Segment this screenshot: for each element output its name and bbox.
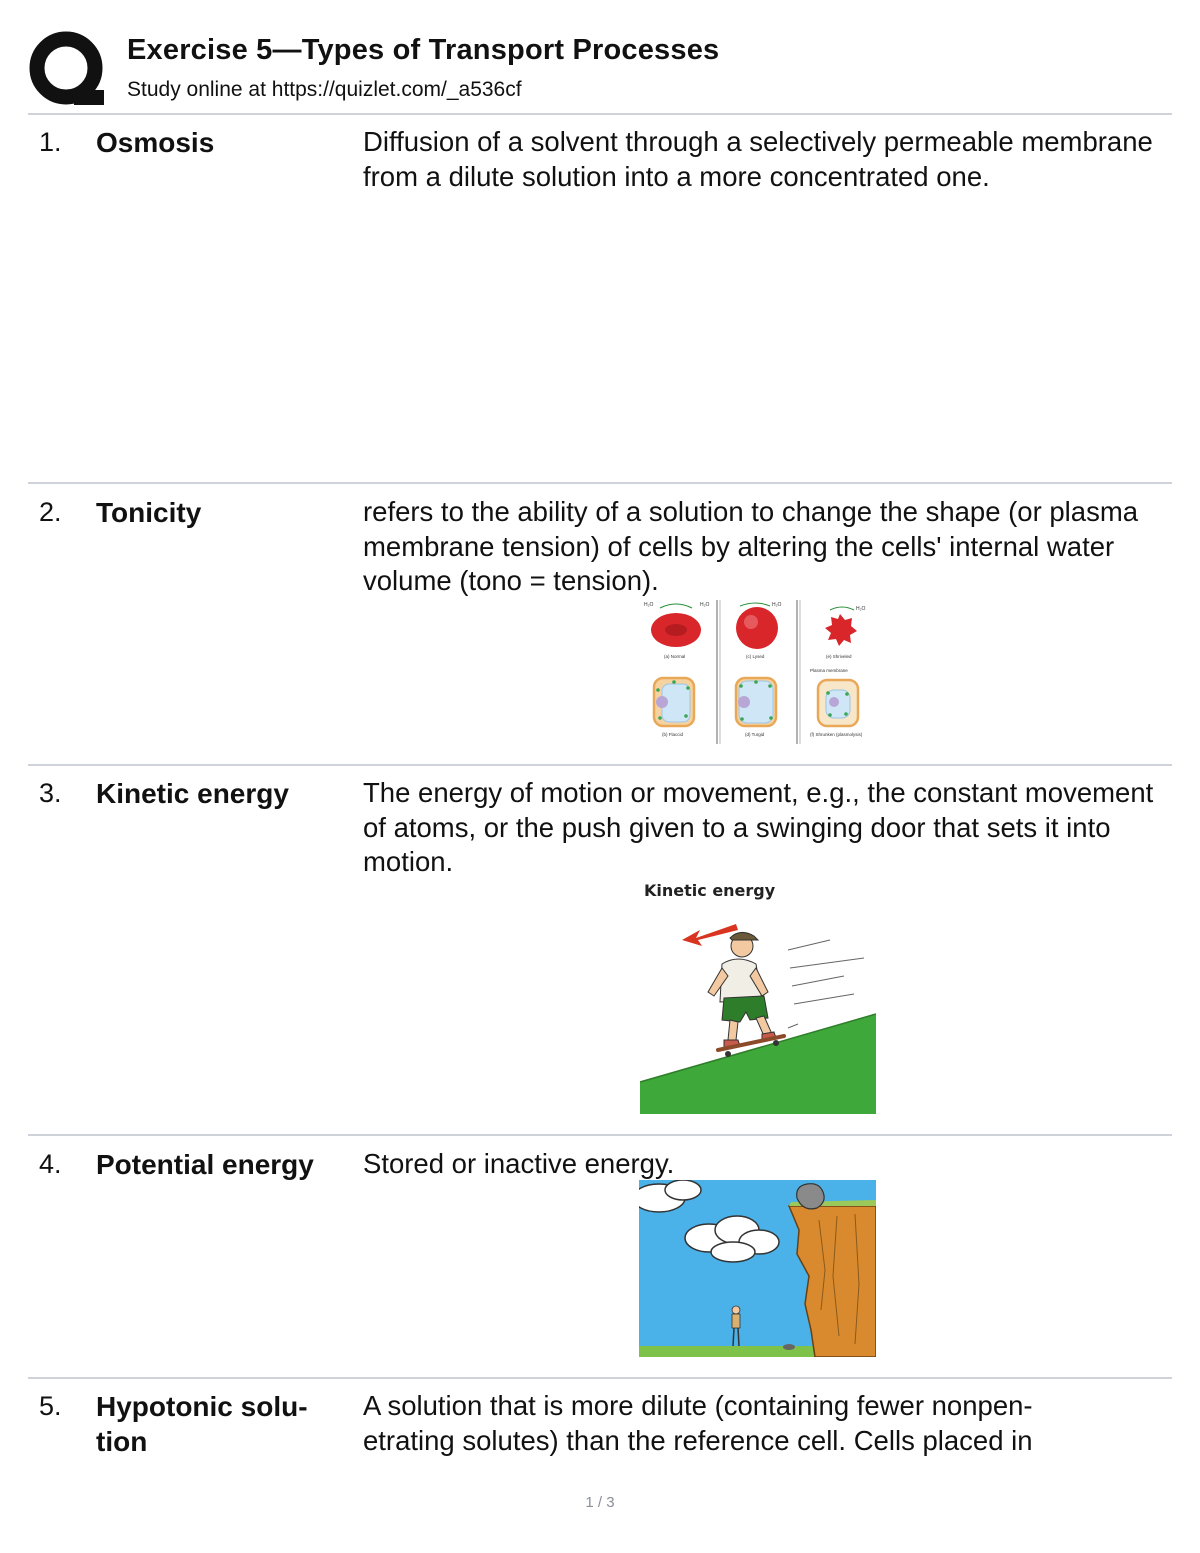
kinetic-energy-skateboarder-image <box>638 878 876 1114</box>
tonicity-cells-image <box>640 598 876 746</box>
divider <box>28 764 1172 766</box>
water-label: H₂O <box>700 602 710 608</box>
entry-number: 5. <box>39 1391 62 1421</box>
panel-label: (a) Normal <box>664 654 686 659</box>
entry-term: Tonicity <box>96 497 202 528</box>
panel-label: (b) Flaccid <box>662 732 684 737</box>
divider <box>28 1134 1172 1136</box>
entry-definition: The energy of motion or movement, e.g., the constant movement of atoms, or the push given to a swinging door that sets it into motion. <box>363 777 1154 877</box>
entry-number: 2. <box>39 497 62 527</box>
entry-definition: Stored or inactive energy. <box>363 1148 675 1179</box>
entry-number: 1. <box>39 127 62 157</box>
study-online-link[interactable]: Study online at https://quizlet.com/_a536cf <box>127 78 522 101</box>
entry-number: 4. <box>39 1149 62 1179</box>
membrane-label: Plasma membrane <box>810 668 848 673</box>
panel-label: (e) Shriveled <box>826 654 852 659</box>
water-label: H₂O <box>772 602 782 608</box>
entry-definition: A solution that is more dilute (containing fewer nonpen- etrating solutes) than the reference cell. Cells placed in <box>363 1390 1033 1456</box>
kinetic-energy-caption: Kinetic energy <box>644 881 776 900</box>
entry-definition: refers to the ability of a solution to change the shape (or plasma membrane tension) of cells by altering the cells' internal water volume (tono = tension). <box>363 496 1139 596</box>
entry-term: Hypotonic solu- tion <box>96 1391 308 1457</box>
page-header <box>0 0 1200 112</box>
entry-term: Osmosis <box>96 127 215 158</box>
entry-number: 3. <box>39 778 62 808</box>
potential-energy-cliff-image <box>639 1180 876 1357</box>
divider <box>28 482 1172 484</box>
entry-term: Kinetic energy <box>96 778 289 809</box>
page-number: 1 / 3 <box>585 1494 615 1511</box>
divider <box>28 1377 1172 1379</box>
document-title: Exercise 5—Types of Transport Processes <box>127 34 720 66</box>
quizlet-logo-icon <box>28 30 108 110</box>
divider <box>28 113 1172 115</box>
panel-label: (d) Turgid <box>745 732 765 737</box>
entry-definition: Diffusion of a solvent through a selectively permeable membrane from a dilute solution into a more concentrated one. <box>363 126 1153 192</box>
panel-label: (c) Lysed <box>746 654 765 659</box>
water-label: H₂O <box>644 602 654 608</box>
water-label: H₂O <box>856 606 866 612</box>
entry-term: Potential energy <box>96 1149 314 1180</box>
panel-label: (f) Shrunken (plasmolysis) <box>810 732 863 737</box>
